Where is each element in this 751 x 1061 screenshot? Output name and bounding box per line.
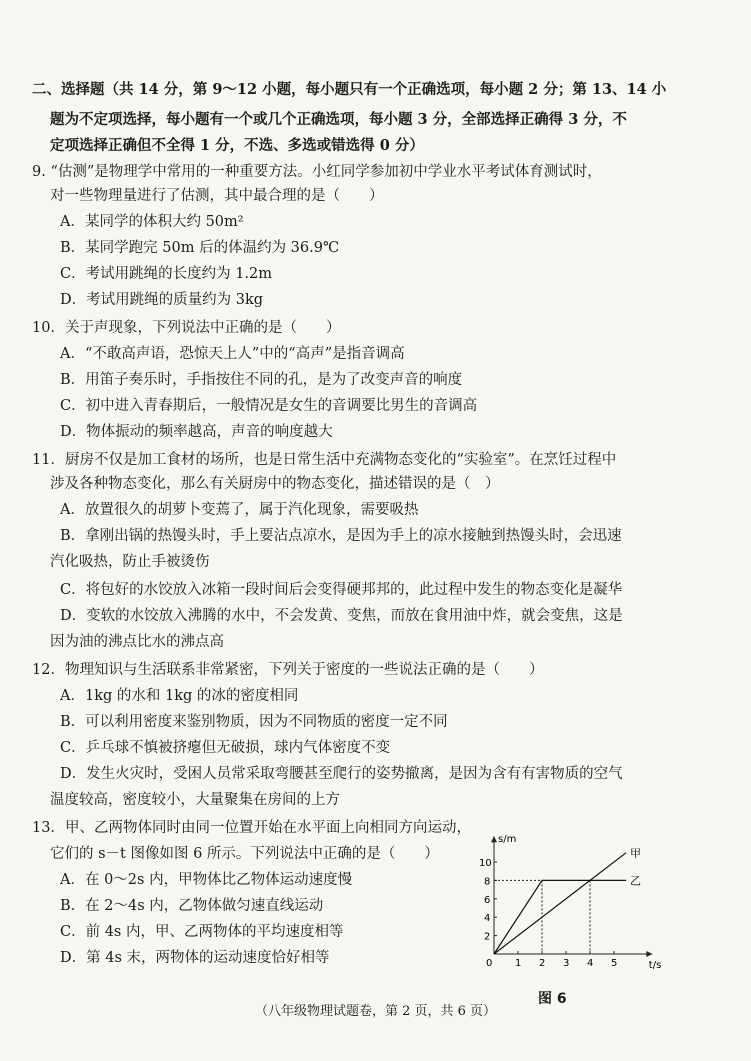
- q9-option-d: D．考试用跳绳的质量约为 3kg: [60, 292, 264, 308]
- series-yi-line: [494, 880, 626, 954]
- x-axis-label: t/s: [648, 960, 662, 971]
- q9-stem-line-1: 9. “估测”是物理学中常用的一种重要方法。小红同学参加初中学业水平考试体育测试时，: [32, 164, 602, 180]
- y-tick-label: 6: [484, 894, 491, 906]
- q9-stem-line-2: 对一些物理量进行了估测，其中最合理的是（ ）: [50, 188, 384, 204]
- q13-option-d: D．第 4s 末，两物体的运动速度恰好相等: [60, 950, 330, 966]
- q12-stem: 12．物理知识与生活联系非常紧密，下列关于密度的一些说法正确的是（ ）: [32, 662, 544, 678]
- q10-option-c: C．初中进入青春期后，一般情况是女生的音调要比男生的音调高: [60, 398, 478, 414]
- q12-option-b: B．可以利用密度来鉴别物质，因为不同物质的密度一定不同: [60, 714, 448, 730]
- series-yi-label: 乙: [630, 874, 641, 888]
- y-tick-label: 2: [484, 931, 491, 943]
- q12-option-a: A．1kg 的水和 1kg 的冰的密度相同: [60, 688, 299, 704]
- q11-option-d-line-2: 因为油的沸点比水的沸点高: [50, 634, 224, 650]
- q9-option-c: C．考试用跳绳的长度约为 1.2m: [60, 266, 273, 282]
- q11-stem-line-2: 涉及各种物态变化，那么有关厨房中的物态变化，描述错误的是（ ）: [50, 476, 500, 492]
- x-tick-label: 3: [563, 958, 570, 969]
- figure-6-st-graph: [468, 828, 668, 988]
- q9-option-a: A．某同学的体积大约 50m²: [60, 214, 244, 230]
- x-tick-label: 5: [611, 958, 618, 969]
- q10-option-d: D．物体振动的频率越高，声音的响度越大: [60, 424, 333, 440]
- q12-option-d-line-1: D．发生火灾时，受困人员常采取弯腰甚至爬行的姿势撤离，是因为含有有害物质的空气: [60, 766, 623, 782]
- q12-option-c: C．乒乓球不慎被挤瘪但无破损，球内气体密度不变: [60, 740, 391, 756]
- q13-stem-line-2: 它们的 s－t 图像如图 6 所示。下列说法中正确的是（ ）: [50, 846, 439, 862]
- q12-option-d-line-2: 温度较高，密度较小，大量聚集在房间的上方: [50, 792, 340, 808]
- series-jia-label: 甲: [630, 846, 641, 860]
- y-tick-label: 8: [484, 876, 491, 888]
- section-header-line-2: 题为不定项选择，每小题有一个或几个正确选项，每小题 3 分，全部选择正确得 3 分，不: [50, 111, 627, 128]
- q11-option-b-line-2: 汽化吸热，防止手被烫伤: [50, 554, 210, 570]
- q11-option-d-line-1: D．变软的水饺放入沸腾的水中，不会发黄、变焦，而放在食用油中炸，就会变焦，这是: [60, 608, 623, 624]
- section-header-line-1: 二、选择题（共 14 分，第 9～12 小题，每小题只有一个正确选项，每小题 2 分；第 13、14 小: [32, 81, 667, 98]
- figure-caption: 图 6: [538, 991, 567, 1007]
- y-axis-label: s/m: [498, 833, 517, 845]
- y-tick-label: 4: [484, 913, 491, 925]
- q13-option-c: C．前 4s 内，甲、乙两物体的平均速度相等: [60, 924, 344, 940]
- x-tick-label: 4: [587, 958, 594, 969]
- x-tick-label: 1: [515, 958, 522, 969]
- q11-option-a: A．放置很久的胡萝卜变蔫了，属于汽化现象，需要吸热: [60, 502, 419, 518]
- q11-option-c: C．将包好的水饺放入冰箱一段时间后会变得硬邦邦的，此过程中发生的物态变化是凝华: [60, 582, 623, 598]
- q10-option-a: A．“不敢高声语，恐惊天上人”中的“高声”是指音调高: [60, 346, 405, 362]
- series-jia-line: [494, 853, 626, 954]
- origin-label: 0: [486, 958, 493, 969]
- section-header-line-3: 定项选择正确但不全得 1 分，不选、多选或错选得 0 分）: [50, 137, 424, 154]
- q11-stem-line-1: 11．厨房不仅是加工食材的场所，也是日常生活中充满物态变化的“实验室”。在烹饪过程中: [32, 452, 617, 468]
- q13-option-b: B．在 2～4s 内，乙物体做匀速直线运动: [60, 898, 324, 914]
- y-axis-arrow: [491, 836, 497, 842]
- q10-option-b: B．用笛子奏乐时，手指按住不同的孔，是为了改变声音的响度: [60, 372, 463, 388]
- q13-stem-line-1: 13．甲、乙两物体同时由同一位置开始在水平面上向相同方向运动，: [32, 820, 471, 836]
- x-axis-arrow: [646, 951, 652, 957]
- q11-option-b-line-1: B．拿刚出锅的热馒头时，手上要沾点凉水，是因为手上的凉水接触到热馒头时，会迅速: [60, 528, 622, 544]
- x-tick-label: 2: [539, 958, 546, 969]
- q10-stem: 10．关于声现象，下列说法中正确的是（ ）: [32, 320, 341, 336]
- page-footer: （八年级物理试题卷，第 2 页，共 6 页）: [254, 1004, 497, 1019]
- q13-option-a: A．在 0～2s 内，甲物体比乙物体运动速度慢: [60, 872, 353, 888]
- y-tick-label: 10: [479, 858, 492, 869]
- q9-option-b: B．某同学跑完 50m 后的体温约为 36.9℃: [60, 240, 340, 256]
